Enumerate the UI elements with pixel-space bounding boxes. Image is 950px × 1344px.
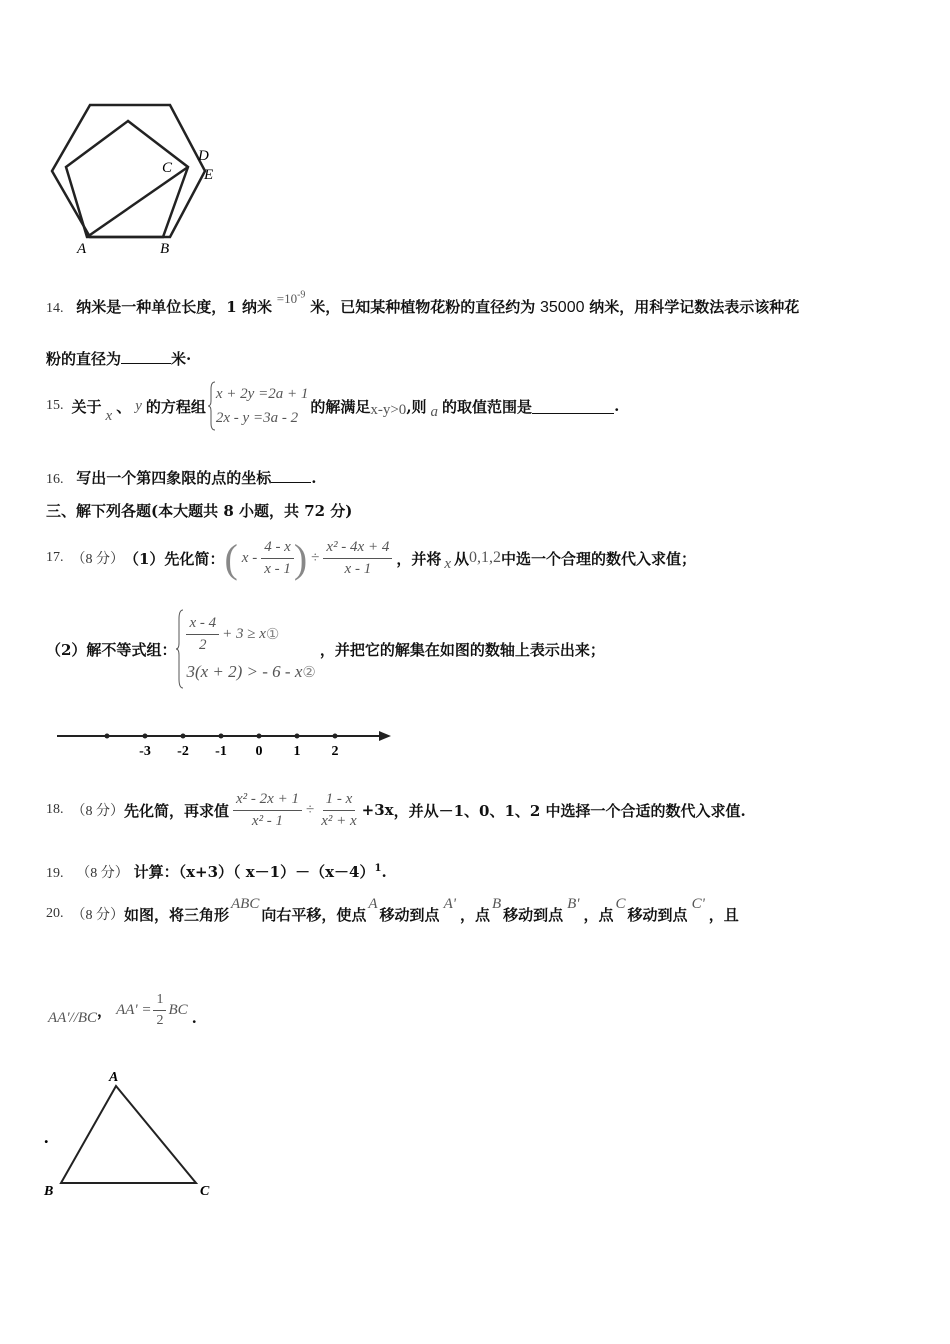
q15-eq2: 2x - y =3a - 2 (215, 410, 299, 426)
q14-text5: 米· (171, 350, 192, 368)
q20-text4-b: ，点 (459, 905, 490, 924)
q14-exponent: $=10^{-9}$ (276, 289, 306, 306)
q14-number: 14. (46, 301, 64, 316)
q15-text2: 的方程组 (145, 397, 206, 416)
q18-fraction2: $\frac{1 - x}{\text{x² + x}}$ (321, 790, 357, 829)
q17-set: 0,1,2 (469, 549, 502, 566)
q17-ineq2: 3(x + 2) > - 6 - x (186, 662, 303, 681)
triangle-label-c: C (200, 1184, 210, 1199)
question-18 (46, 780, 746, 840)
q19-points: （8 分） (76, 866, 129, 881)
q15-text1: 关于 (71, 397, 102, 416)
q17-div: ÷ (311, 549, 320, 566)
question-17-part1 (46, 528, 696, 588)
triangle-abc-shape (61, 1086, 196, 1183)
q15-end: . (614, 397, 620, 415)
section-3-title: 三、解下列各题(本大题共 8 小题，共 72 分) (46, 502, 353, 520)
q20-half: $\frac{1}{2}$ (153, 992, 166, 1029)
question-19 (46, 861, 387, 882)
q20-point-c2: C' (691, 895, 705, 912)
triangle-label-b: B (44, 1184, 54, 1199)
q19-sup: 1 (374, 863, 382, 874)
q14-text1: 纳米是一种单位长度，1 纳米 (76, 298, 272, 316)
q20-comma: ， (97, 1001, 113, 1020)
q14-text4: 粉的直径为 (46, 350, 122, 368)
q15-number: 15. (46, 398, 64, 413)
label-d: D (198, 148, 209, 164)
q15-text5: 的取值范围是 (442, 397, 533, 416)
q20-cond1: AA'//BC (48, 1009, 98, 1026)
question-14-line2 (46, 348, 191, 369)
triangle-figure (40, 1065, 230, 1205)
q17-text4: ，并把它的解集在如图的数轴上表示出来； (319, 640, 605, 659)
number-line-tick-dot (333, 734, 338, 739)
q20-text1: 如图，将三角形 (124, 905, 230, 924)
q16-answer-blank[interactable] (271, 468, 311, 483)
q20-points: （8 分） (71, 908, 124, 923)
label-c: C (162, 160, 173, 176)
diagonal-ac (87, 167, 188, 237)
q15-var-a: a (430, 403, 439, 420)
question-15 (46, 380, 619, 432)
q20-point-a2: A' (443, 895, 456, 912)
triangle-label-a: A (109, 1070, 119, 1085)
q20-text4-c: ，点 (583, 905, 614, 924)
q18-tail: +3x (361, 801, 394, 819)
q17-circle-2: ② (302, 664, 316, 681)
q14-value: 35000 (540, 299, 585, 316)
q15-brace (208, 381, 216, 431)
q17-part1-label: （1）先化简： (124, 549, 225, 568)
q20-point-c: C (615, 895, 626, 912)
q16-end: . (311, 469, 317, 487)
q18-number: 18. (46, 802, 64, 817)
q20-abc: ABC (231, 895, 260, 912)
q17-part2-label: （2）解不等式组： (46, 640, 177, 659)
q20-text5: ，且 (708, 905, 739, 924)
triangle-dot: . (44, 1127, 49, 1147)
number-line-tick-dot (143, 734, 148, 739)
number-line-arrow (379, 731, 391, 741)
q20-cond2-rhs: BC (168, 1001, 188, 1018)
q17-text2: 从 (454, 549, 470, 568)
q15-var-x: x (105, 407, 113, 424)
q17-var-x: x (444, 555, 452, 572)
q18-text2: ，并从－1、0、1、2 中选择一个合适的数代入求值. (393, 801, 746, 820)
q17-ineq1-rest: + 3 ≥ x (222, 625, 266, 642)
label-a: A (77, 241, 87, 257)
label-e: E (204, 167, 214, 183)
q15-sep: 、 (116, 397, 132, 416)
question-17-part2 (46, 608, 605, 690)
q15-text3: 的解满足 (310, 397, 371, 416)
q18-points: （8 分） (71, 804, 124, 819)
number-line-tick-dot (219, 734, 224, 739)
q20-text3-c: 移动到点 (627, 905, 688, 924)
q17-points: （8 分） (71, 552, 124, 567)
hexagon-pentagon-figure (40, 95, 230, 260)
number-line-tick-label: 1 (293, 744, 301, 759)
q17-x-minus: x - (241, 549, 258, 566)
question-14-line1 (46, 289, 800, 317)
number-line-tick-label: -2 (177, 744, 189, 759)
q17-text3: 中选一个合理的数代入求值； (501, 549, 697, 568)
q20-point-a: A (368, 895, 378, 912)
q18-fraction1: $\frac{\text{x² - 2x + 1}}{\text{x² - 1}}$ (233, 791, 302, 830)
q14-text2: 米，已知某种植物花粉的直径约为 (310, 298, 536, 316)
q19-end: . (381, 863, 387, 881)
q17-brace (176, 609, 184, 689)
q16-text: 写出一个第四象限的点的坐标 (76, 469, 272, 487)
number-line-tick-label: 2 (331, 744, 339, 759)
question-20-line1 (46, 894, 739, 934)
number-line-tick-dot (295, 734, 300, 739)
q20-point-b2: B' (567, 895, 580, 912)
q15-system (208, 381, 308, 431)
q15-eq1: x + 2y =2a + 1 (215, 386, 309, 402)
q17-ineq1-fraction: $\frac{x - 4}{2}$ (186, 615, 219, 654)
q20-number: 20. (46, 906, 64, 921)
q20-text2: 向右平移，使点 (261, 905, 367, 924)
number-line-tick-dot (181, 734, 186, 739)
q17-text1: ，并将 (396, 549, 442, 568)
q14-text3: 纳米，用科学记数法表示该种花 (589, 298, 800, 316)
q20-cond2-lhs: AA' = (116, 1001, 152, 1018)
q17-expression: ( x - $\frac{4 - x}{x - 1}$ ) ÷ $\frac{\text{x² - 4x + 4}}{x - 1}$ (224, 535, 392, 582)
number-line-tick-label: -1 (215, 744, 227, 759)
q17-number: 17. (46, 550, 64, 565)
label-b: B (160, 241, 170, 257)
q15-var-y: y (135, 397, 142, 414)
q19-number: 19. (46, 866, 64, 881)
q20-text3-a: 移动到点 (379, 905, 440, 924)
q18-text1: 先化简，再求值 (124, 801, 230, 820)
number-line-tick-dot (257, 734, 262, 739)
question-20-line2 (48, 990, 197, 1030)
number-line-tick-label: -3 (139, 744, 151, 759)
q17-fraction2: $\frac{\text{x² - 4x + 4}}{x - 1}$ (323, 539, 392, 578)
number-line-point-left (105, 734, 110, 739)
number-line-tick-label: 0 (255, 744, 263, 759)
number-line (55, 722, 400, 764)
q17-fraction1: $\frac{4 - x}{x - 1}$ (261, 539, 294, 578)
q20-point-b: B (491, 895, 502, 912)
q18-div: ÷ (305, 801, 315, 818)
q15-text4: ,则 (406, 397, 427, 416)
q14-answer-blank[interactable] (121, 349, 171, 364)
q17-circle-1: ① (265, 626, 280, 643)
q16-number: 16. (46, 472, 64, 487)
q19-text: 计算：（x+3）（ x－1）－（x－4） (133, 863, 375, 881)
question-16 (46, 467, 317, 488)
q15-answer-blank[interactable] (532, 399, 614, 414)
q15-condition: x-y>0 (370, 401, 407, 418)
q20-end: . (191, 1009, 197, 1027)
q17-inequality-system (176, 609, 315, 689)
q20-text3-b: 移动到点 (503, 905, 564, 924)
